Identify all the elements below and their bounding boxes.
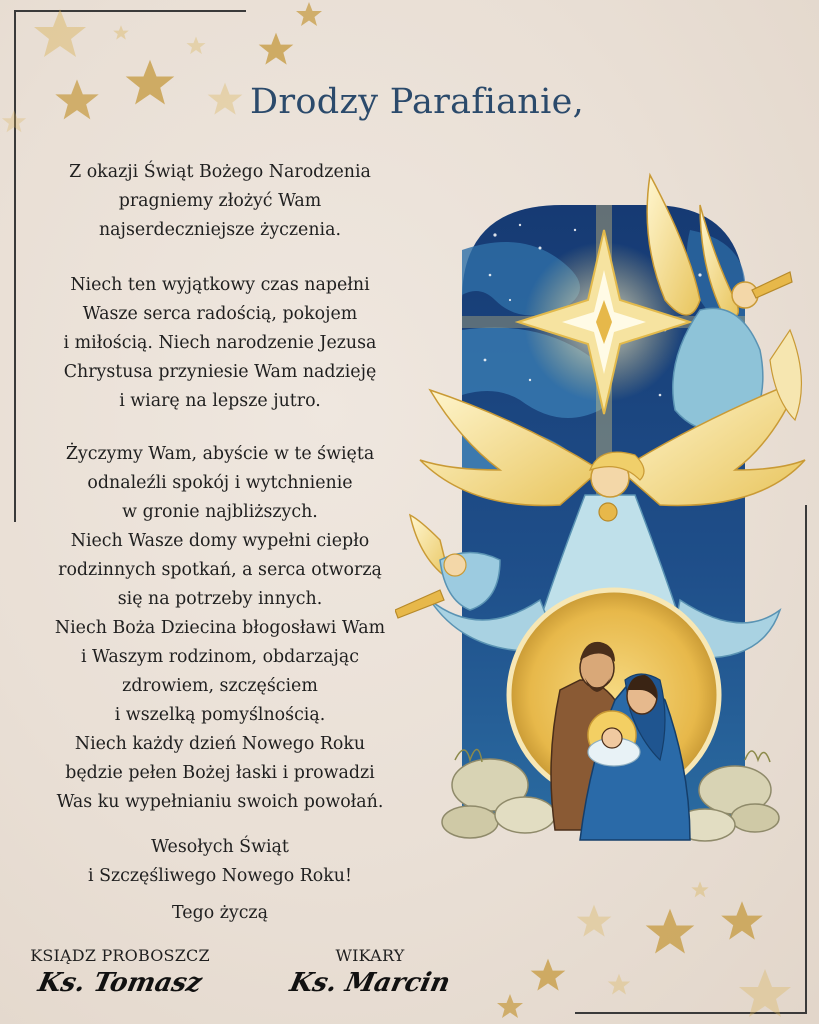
- star-icon: [185, 35, 207, 57]
- signature-block-pastor: [20, 946, 220, 1000]
- letter-line: się na potrzeby innych.: [117, 589, 323, 609]
- letter-line: Was ku wypełnianiu swoich powołań.: [56, 792, 384, 812]
- star-icon: [205, 80, 245, 120]
- star-icon: [574, 902, 614, 942]
- letter-line: w gronie najbliższych.: [122, 502, 318, 522]
- letter-sender-intro: [30, 899, 410, 928]
- letter-line: będzie pełen Bożej łaski i prowadzi: [65, 763, 375, 783]
- star-icon: [495, 992, 525, 1022]
- letter-line: i Waszym rodzinom, obdarzając: [80, 647, 360, 667]
- letter-line: Chrystusa przyniesie Wam nadzieję: [63, 362, 377, 382]
- letter-line: Niech Boża Dziecina błogosławi Wam: [54, 618, 386, 638]
- letter-line: rodzinnych spotkań, a serca otworzą: [58, 560, 382, 580]
- letter-line: pragniemy złożyć Wam: [118, 191, 322, 211]
- star-icon: [690, 880, 710, 900]
- letter-line: Życzymy Wam, abyście w te święta: [65, 444, 375, 464]
- star-icon: [294, 0, 324, 30]
- star-icon: [52, 76, 102, 126]
- letter-line: Niech ten wyjątkowy czas napełni: [70, 275, 370, 295]
- frame-line-left: [14, 10, 16, 522]
- star-icon: [0, 108, 28, 136]
- letter-closing: [30, 833, 410, 891]
- nativity-illustration: [395, 160, 815, 860]
- letter-line: i Szczęśliwego Nowego Roku!: [87, 866, 352, 886]
- letter-line: zdrowiem, szczęściem: [122, 676, 318, 696]
- letter-paragraph-2: [30, 271, 410, 416]
- star-icon: [112, 24, 130, 42]
- star-icon: [528, 956, 568, 996]
- star-icon: [606, 972, 632, 998]
- letter-line: Niech każdy dzień Nowego Roku: [74, 734, 366, 754]
- letter-line: Z okazji Świąt Bożego Narodzenia: [69, 162, 371, 182]
- signature-title: KSIĄDZ PROBOSZCZ: [30, 946, 210, 965]
- signature-title: WIKARY: [335, 946, 405, 965]
- letter-line: odnaleźli spokój i wytchnienie: [87, 473, 353, 493]
- star-icon: [735, 965, 795, 1024]
- star-icon: [256, 30, 296, 70]
- letter-paragraph-3: [30, 440, 410, 817]
- greeting-heading: Drodzy Parafianie,: [250, 82, 585, 122]
- letter-paragraph-1: [30, 158, 410, 245]
- star-icon: [30, 5, 90, 65]
- letter-line: i wszelką pomyślnością.: [114, 705, 326, 725]
- star-icon: [642, 905, 698, 961]
- letter-line: Wesołych Świąt: [151, 837, 289, 857]
- letter-line: najserdeczniejsze życzenia.: [98, 220, 341, 240]
- letter-line: i wiarę na lepsze jutro.: [119, 391, 321, 411]
- signature-name: Ks. Tomasz: [35, 968, 205, 998]
- sender-intro-text: Tego życzą: [172, 903, 268, 923]
- signature-block-vicar: [270, 946, 470, 1000]
- signature-name: Ks. Marcin: [287, 968, 453, 998]
- letter-line: i miłością. Niech narodzenie Jezusa: [63, 333, 377, 353]
- letter-line: Wasze serca radością, pokojem: [82, 304, 358, 324]
- star-icon: [718, 898, 766, 946]
- star-icon: [122, 56, 178, 112]
- letter-line: Niech Wasze domy wypełni ciepło: [70, 531, 370, 551]
